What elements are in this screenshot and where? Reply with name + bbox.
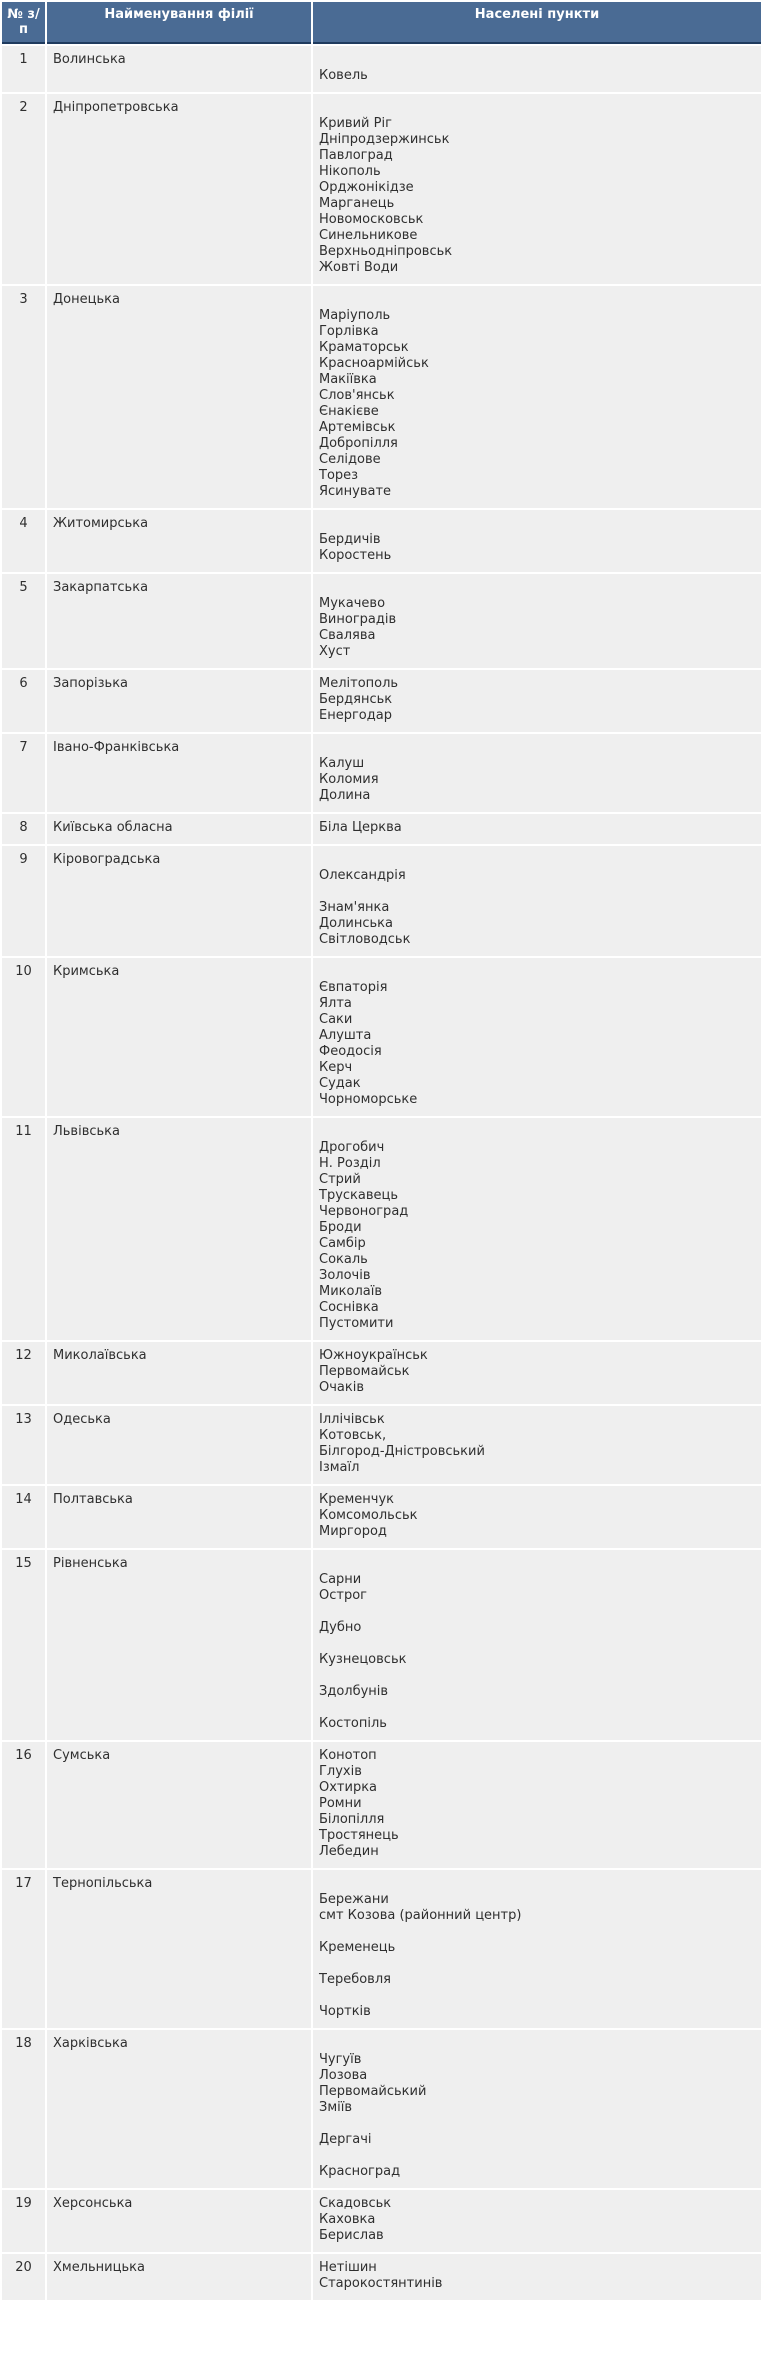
settlement: Конотоп bbox=[319, 1748, 377, 1763]
settlement: Саки bbox=[319, 1012, 353, 1027]
branch-name: Кримська bbox=[47, 958, 311, 1116]
branch-name: Київська обласна bbox=[47, 814, 311, 844]
table-row bbox=[2, 1742, 761, 1868]
blank-line bbox=[319, 1636, 755, 1652]
branch-name: Тернопільська bbox=[47, 1870, 311, 2028]
settlement: Каховка bbox=[319, 2212, 376, 2227]
settlement: Красноград bbox=[319, 2164, 401, 2179]
branch-name: Миколаївська bbox=[47, 1342, 311, 1404]
branch-name: Хмельницька bbox=[47, 2254, 311, 2300]
row-number: 8 bbox=[2, 814, 45, 844]
header-settlements: Населені пункти bbox=[313, 2, 761, 44]
table-row bbox=[2, 1870, 761, 2028]
settlement: Калуш bbox=[319, 756, 365, 771]
settlement: Добропілля bbox=[319, 436, 398, 451]
settlement: Сокаль bbox=[319, 1252, 368, 1267]
settlements-cell bbox=[313, 670, 761, 732]
settlement: Первомайськ bbox=[319, 1364, 410, 1379]
settlement: Нетішин bbox=[319, 2260, 377, 2275]
settlements-cell bbox=[313, 286, 761, 508]
settlements-cell bbox=[313, 1342, 761, 1404]
settlement: Орджонікідзе bbox=[319, 180, 414, 195]
settlement: Ромни bbox=[319, 1796, 362, 1811]
settlements-cell bbox=[313, 574, 761, 668]
settlement: Енергодар bbox=[319, 708, 392, 723]
settlement: Горлівка bbox=[319, 324, 379, 339]
settlement: Бердянськ bbox=[319, 692, 393, 707]
header-number: № з/п bbox=[2, 2, 45, 44]
settlement: Дубно bbox=[319, 1620, 362, 1635]
table-row bbox=[2, 1550, 761, 1740]
settlement: Червоноград bbox=[319, 1204, 409, 1219]
settlement: Кузнецовськ bbox=[319, 1652, 407, 1667]
blank-line bbox=[319, 1956, 755, 1972]
settlement: Комсомольськ bbox=[319, 1508, 418, 1523]
settlement: Білопілля bbox=[319, 1812, 385, 1827]
blank-line bbox=[319, 1700, 755, 1716]
settlement: Охтирка bbox=[319, 1780, 378, 1795]
blank-line bbox=[319, 1668, 755, 1684]
settlement: Новомосковськ bbox=[319, 212, 424, 227]
settlements-cell bbox=[313, 1406, 761, 1484]
settlements-cell bbox=[313, 94, 761, 284]
settlement: Судак bbox=[319, 1076, 361, 1091]
table-row bbox=[2, 814, 761, 844]
settlement: Хуст bbox=[319, 644, 351, 659]
settlement: Дрогобич bbox=[319, 1140, 385, 1155]
settlement: Миргород bbox=[319, 1524, 387, 1539]
table-row bbox=[2, 1118, 761, 1340]
settlement: Трускавець bbox=[319, 1188, 399, 1203]
settlement: Кременчук bbox=[319, 1492, 395, 1507]
settlement: Ясинувате bbox=[319, 484, 392, 499]
settlement: Маріуполь bbox=[319, 308, 391, 323]
table-header-row bbox=[2, 2, 761, 44]
table-row bbox=[2, 1406, 761, 1484]
blank-line bbox=[319, 100, 755, 116]
settlement: Теребовля bbox=[319, 1972, 391, 1987]
settlement: Біла Церква bbox=[319, 820, 402, 835]
settlement: Бережани bbox=[319, 1892, 389, 1907]
settlements-cell bbox=[313, 2190, 761, 2252]
settlement: Коростень bbox=[319, 548, 392, 563]
row-number: 12 bbox=[2, 1342, 45, 1404]
settlement: Свалява bbox=[319, 628, 376, 643]
settlement: Очаків bbox=[319, 1380, 365, 1395]
settlements-cell bbox=[313, 2030, 761, 2188]
settlement: Бердичів bbox=[319, 532, 381, 547]
settlement: Тростянець bbox=[319, 1828, 399, 1843]
settlements-cell bbox=[313, 46, 761, 92]
settlements-cell bbox=[313, 846, 761, 956]
row-number: 10 bbox=[2, 958, 45, 1116]
settlements-cell bbox=[313, 1486, 761, 1548]
settlement: Нікополь bbox=[319, 164, 381, 179]
settlement: Костопіль bbox=[319, 1716, 387, 1731]
settlement: Зміїв bbox=[319, 2100, 353, 2115]
settlement: Старокостянтинів bbox=[319, 2276, 443, 2291]
settlement: Керч bbox=[319, 1060, 353, 1075]
row-number: 13 bbox=[2, 1406, 45, 1484]
table-row bbox=[2, 510, 761, 572]
row-number: 16 bbox=[2, 1742, 45, 1868]
row-number: 15 bbox=[2, 1550, 45, 1740]
settlement: Н. Розділ bbox=[319, 1156, 381, 1171]
blank-line bbox=[319, 2116, 755, 2132]
blank-line bbox=[319, 2148, 755, 2164]
row-number: 11 bbox=[2, 1118, 45, 1340]
table-row bbox=[2, 1486, 761, 1548]
settlement: Верхньодніпровськ bbox=[319, 244, 453, 259]
settlement: Кременець bbox=[319, 1940, 396, 1955]
branch-name: Дніпропетровська bbox=[47, 94, 311, 284]
settlement: Макіївка bbox=[319, 372, 377, 387]
branch-name: Сумська bbox=[47, 1742, 311, 1868]
settlement: Білгород-Дністровський bbox=[319, 1444, 485, 1459]
settlements-cell bbox=[313, 734, 761, 812]
settlement: Стрий bbox=[319, 1172, 361, 1187]
settlements-cell bbox=[313, 1870, 761, 2028]
blank-line bbox=[319, 1604, 755, 1620]
settlement: Світловодськ bbox=[319, 932, 411, 947]
branch-name: Харківська bbox=[47, 2030, 311, 2188]
settlement: Скадовськ bbox=[319, 2196, 392, 2211]
blank-line bbox=[319, 964, 755, 980]
table-row bbox=[2, 2030, 761, 2188]
branch-name: Волинська bbox=[47, 46, 311, 92]
blank-line bbox=[319, 1924, 755, 1940]
settlements-cell bbox=[313, 958, 761, 1116]
settlement: Долина bbox=[319, 788, 371, 803]
table-row bbox=[2, 846, 761, 956]
settlement: Кривий Ріг bbox=[319, 116, 392, 131]
header-branch-name: Найменування філії bbox=[47, 2, 311, 44]
row-number: 7 bbox=[2, 734, 45, 812]
settlement: Феодосія bbox=[319, 1044, 382, 1059]
blank-line bbox=[319, 516, 755, 532]
row-number: 18 bbox=[2, 2030, 45, 2188]
settlement: Долинська bbox=[319, 916, 393, 931]
settlement: Краматорськ bbox=[319, 340, 409, 355]
blank-line bbox=[319, 580, 755, 596]
settlement: Мелітополь bbox=[319, 676, 399, 691]
settlement: Котовськ, bbox=[319, 1428, 387, 1443]
settlements-cell bbox=[313, 510, 761, 572]
table-row bbox=[2, 2254, 761, 2300]
settlement: Чорноморське bbox=[319, 1092, 418, 1107]
table-row bbox=[2, 670, 761, 732]
settlement: Сарни bbox=[319, 1572, 362, 1587]
settlement: Торез bbox=[319, 468, 359, 483]
settlement: Южноукраїнськ bbox=[319, 1348, 428, 1363]
blank-line bbox=[319, 1124, 755, 1140]
settlement: смт Козова (районний центр) bbox=[319, 1908, 522, 1923]
settlement: Берислав bbox=[319, 2228, 384, 2243]
settlement: Чугуїв bbox=[319, 2052, 362, 2067]
branch-name: Херсонська bbox=[47, 2190, 311, 2252]
settlement: Марганець bbox=[319, 196, 395, 211]
branch-name: Полтавська bbox=[47, 1486, 311, 1548]
settlement: Єнакієве bbox=[319, 404, 379, 419]
settlement: Золочів bbox=[319, 1268, 371, 1283]
branch-name: Запорізька bbox=[47, 670, 311, 732]
row-number: 3 bbox=[2, 286, 45, 508]
settlement: Лозова bbox=[319, 2068, 368, 2083]
row-number: 1 bbox=[2, 46, 45, 92]
branch-name: Кіровоградська bbox=[47, 846, 311, 956]
settlement: Лебедин bbox=[319, 1844, 379, 1859]
row-number: 5 bbox=[2, 574, 45, 668]
settlement: Первомайський bbox=[319, 2084, 427, 2099]
settlement: Глухів bbox=[319, 1764, 362, 1779]
blank-line bbox=[319, 1556, 755, 1572]
settlement: Олександрія bbox=[319, 868, 406, 883]
table-row bbox=[2, 94, 761, 284]
settlement: Дніпродзержинськ bbox=[319, 132, 450, 147]
settlement: Ялта bbox=[319, 996, 352, 1011]
settlement: Коломия bbox=[319, 772, 379, 787]
settlement: Дергачі bbox=[319, 2132, 372, 2147]
row-number: 19 bbox=[2, 2190, 45, 2252]
settlement: Острог bbox=[319, 1588, 367, 1603]
branch-name: Донецька bbox=[47, 286, 311, 508]
settlements-cell bbox=[313, 2254, 761, 2300]
settlement: Селідове bbox=[319, 452, 381, 467]
branch-name: Львівська bbox=[47, 1118, 311, 1340]
blank-line bbox=[319, 292, 755, 308]
table-row bbox=[2, 2190, 761, 2252]
row-number: 14 bbox=[2, 1486, 45, 1548]
blank-line bbox=[319, 2036, 755, 2052]
settlements-cell bbox=[313, 1742, 761, 1868]
settlement: Здолбунів bbox=[319, 1684, 389, 1699]
row-number: 9 bbox=[2, 846, 45, 956]
settlement: Алушта bbox=[319, 1028, 372, 1043]
branch-name: Івано-Франківська bbox=[47, 734, 311, 812]
table-body bbox=[2, 46, 761, 2300]
row-number: 2 bbox=[2, 94, 45, 284]
branch-name: Житомирська bbox=[47, 510, 311, 572]
branch-name: Рівненська bbox=[47, 1550, 311, 1740]
settlement: Жовті Води bbox=[319, 260, 399, 275]
settlement: Знам'янка bbox=[319, 900, 390, 915]
row-number: 6 bbox=[2, 670, 45, 732]
table-row bbox=[2, 958, 761, 1116]
settlement: Броди bbox=[319, 1220, 362, 1235]
settlements-cell bbox=[313, 1118, 761, 1340]
blank-line bbox=[319, 1876, 755, 1892]
settlement: Іллічівськ bbox=[319, 1412, 385, 1427]
settlement: Самбір bbox=[319, 1236, 366, 1251]
branch-name: Одеська bbox=[47, 1406, 311, 1484]
settlement: Соснівка bbox=[319, 1300, 379, 1315]
table-row bbox=[2, 1342, 761, 1404]
blank-line bbox=[319, 852, 755, 868]
settlement: Євпаторія bbox=[319, 980, 388, 995]
settlement: Артемівськ bbox=[319, 420, 396, 435]
table-row bbox=[2, 286, 761, 508]
blank-line bbox=[319, 740, 755, 756]
settlement: Слов'янськ bbox=[319, 388, 395, 403]
table-row bbox=[2, 46, 761, 92]
blank-line bbox=[319, 884, 755, 900]
row-number: 20 bbox=[2, 2254, 45, 2300]
row-number: 4 bbox=[2, 510, 45, 572]
settlement: Миколаїв bbox=[319, 1284, 383, 1299]
settlement: Ковель bbox=[319, 68, 368, 83]
settlement: Синельникове bbox=[319, 228, 418, 243]
settlement: Пустомити bbox=[319, 1316, 394, 1331]
settlement: Павлоград bbox=[319, 148, 393, 163]
settlements-cell bbox=[313, 814, 761, 844]
settlement: Виноградів bbox=[319, 612, 397, 627]
settlement: Чортків bbox=[319, 2004, 371, 2019]
settlement: Красноармійськ bbox=[319, 356, 429, 371]
blank-line bbox=[319, 1988, 755, 2004]
table-row bbox=[2, 734, 761, 812]
branch-name: Закарпатська bbox=[47, 574, 311, 668]
settlement: Мукачево bbox=[319, 596, 386, 611]
settlements-cell bbox=[313, 1550, 761, 1740]
blank-line bbox=[319, 52, 755, 68]
settlement: Ізмаїл bbox=[319, 1460, 360, 1475]
row-number: 17 bbox=[2, 1870, 45, 2028]
table-row bbox=[2, 574, 761, 668]
